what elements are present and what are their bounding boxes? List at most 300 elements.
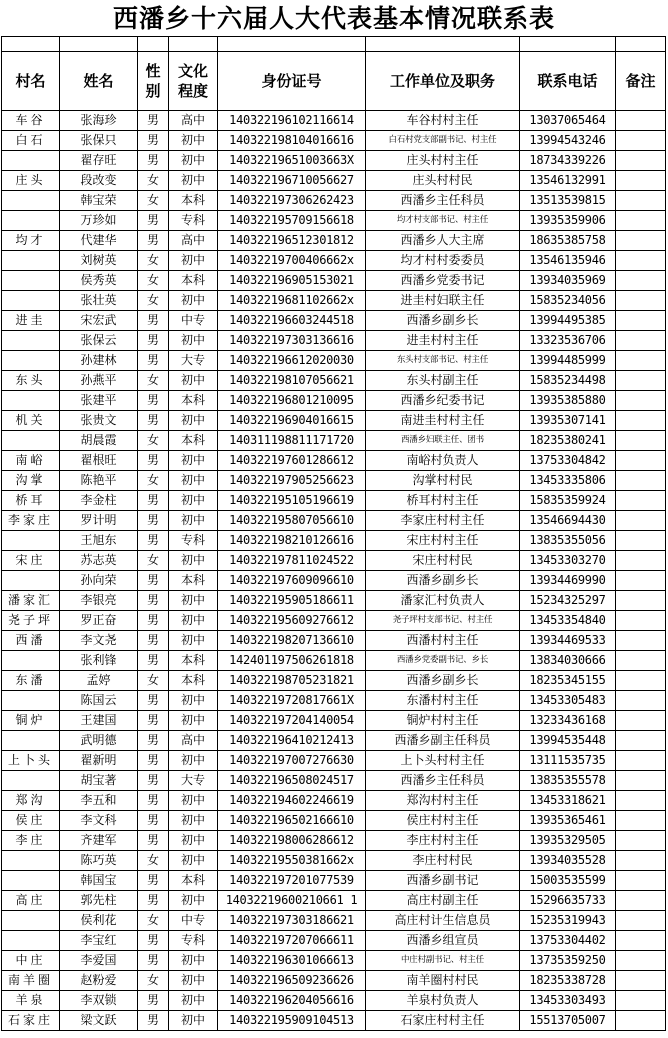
name-cell: 韩宝荣 — [60, 191, 138, 211]
table-row — [2, 771, 666, 791]
phone-cell: 18635385758 — [520, 231, 616, 251]
note-cell — [616, 431, 666, 451]
phone-cell: 18235345155 — [520, 671, 616, 691]
id-number-cell: 140322197905256623 — [218, 471, 366, 491]
village-cell: 南羊圈 — [2, 971, 60, 991]
id-number-cell: 140322196508024517 — [218, 771, 366, 791]
name-cell: 张建平 — [60, 391, 138, 411]
education-cell: 本科 — [169, 671, 218, 691]
id-number-cell: 140322196102116614 — [218, 111, 366, 131]
id-number-cell: 140322197204140054 — [218, 711, 366, 731]
note-cell — [616, 211, 666, 231]
unit-position-cell: 西潘乡副主任科员 — [366, 731, 520, 751]
name-cell: 段改变 — [60, 171, 138, 191]
name-cell: 罗计明 — [60, 511, 138, 531]
table-row — [2, 731, 666, 751]
name-cell: 宋宏武 — [60, 311, 138, 331]
name-cell: 陈艳平 — [60, 471, 138, 491]
id-number-cell: 140322197201077539 — [218, 871, 366, 891]
gender-cell: 男 — [138, 511, 169, 531]
education-cell: 大专 — [169, 351, 218, 371]
village-cell — [2, 731, 60, 751]
phone-cell: 15835359924 — [520, 491, 616, 511]
table-row — [2, 191, 666, 211]
table-row — [2, 391, 666, 411]
village-cell: 中庄 — [2, 951, 60, 971]
village-cell — [2, 211, 60, 231]
header-row — [2, 52, 666, 111]
education-cell: 初中 — [169, 551, 218, 571]
phone-cell: 13753304402 — [520, 931, 616, 951]
gender-cell: 男 — [138, 831, 169, 851]
village-cell: 李庄 — [2, 831, 60, 851]
name-cell: 郭先柱 — [60, 891, 138, 911]
unit-position-cell: 西潘乡组宣员 — [366, 931, 520, 951]
table-row — [2, 851, 666, 871]
phone-cell: 13753304842 — [520, 451, 616, 471]
table-row — [2, 271, 666, 291]
name-cell: 翟存旺 — [60, 151, 138, 171]
table-row — [2, 471, 666, 491]
unit-position-cell: 西潘乡副书记 — [366, 871, 520, 891]
name-cell: 万珍如 — [60, 211, 138, 231]
table-row — [2, 251, 666, 271]
unit-position-cell: 西潘乡党委副书记、乡长 — [366, 651, 520, 671]
note-cell — [616, 131, 666, 151]
note-cell — [616, 911, 666, 931]
village-cell — [2, 691, 60, 711]
representatives-table — [1, 36, 666, 1031]
unit-position-cell: 南进圭村村主任 — [366, 411, 520, 431]
gender-cell: 男 — [138, 531, 169, 551]
note-cell — [616, 571, 666, 591]
unit-position-cell: 上卜头村村主任 — [366, 751, 520, 771]
village-cell — [2, 431, 60, 451]
education-cell: 大专 — [169, 771, 218, 791]
unit-position-cell: 南峪村负责人 — [366, 451, 520, 471]
name-cell: 张壮英 — [60, 291, 138, 311]
page-title: 西潘乡十六届人大代表基本情况联系表 — [112, 4, 555, 33]
unit-position-cell: 车谷村村主任 — [366, 111, 520, 131]
phone-cell: 13546135946 — [520, 251, 616, 271]
phone-cell: 15296635733 — [520, 891, 616, 911]
table-row — [2, 631, 666, 651]
note-cell — [616, 171, 666, 191]
education-cell: 本科 — [169, 271, 218, 291]
table-row — [2, 911, 666, 931]
unit-position-cell: 潘家汇村负责人 — [366, 591, 520, 611]
education-cell: 初中 — [169, 291, 218, 311]
gender-cell: 男 — [138, 231, 169, 251]
gender-cell: 男 — [138, 451, 169, 471]
village-cell — [2, 931, 60, 951]
phone-cell: 13994535448 — [520, 731, 616, 751]
gender-cell: 男 — [138, 591, 169, 611]
id-number-cell: 140322196603244518 — [218, 311, 366, 331]
gender-cell: 男 — [138, 491, 169, 511]
village-cell — [2, 271, 60, 291]
unit-position-cell: 铜炉村村主任 — [366, 711, 520, 731]
village-cell — [2, 651, 60, 671]
unit-position-cell: 高庄村计生信息员 — [366, 911, 520, 931]
phone-cell: 15835234056 — [520, 291, 616, 311]
table-row — [2, 131, 666, 151]
table-row — [2, 711, 666, 731]
education-cell: 初中 — [169, 751, 218, 771]
phone-cell: 13453303493 — [520, 991, 616, 1011]
education-cell: 初中 — [169, 331, 218, 351]
phone-cell: 18235380241 — [520, 431, 616, 451]
note-cell — [616, 551, 666, 571]
phone-cell: 13453335806 — [520, 471, 616, 491]
note-cell — [616, 531, 666, 551]
gender-cell: 男 — [138, 331, 169, 351]
unit-position-cell: 均才村支部书记、村主任 — [366, 211, 520, 231]
header-village: 村名 — [2, 52, 60, 111]
education-cell: 初中 — [169, 131, 218, 151]
id-number-cell: 140322198705231821 — [218, 671, 366, 691]
id-number-cell: 140322196612020030 — [218, 351, 366, 371]
id-number-cell: 140311198811171720 — [218, 431, 366, 451]
note-cell — [616, 351, 666, 371]
id-number-cell: 140322194602246619 — [218, 791, 366, 811]
village-cell — [2, 851, 60, 871]
note-cell — [616, 711, 666, 731]
unit-position-cell: 侯庄村村主任 — [366, 811, 520, 831]
table-row — [2, 431, 666, 451]
header-phone: 联系电话 — [520, 52, 616, 111]
id-number-cell: 140322196301066613 — [218, 951, 366, 971]
unit-position-cell: 东头村支部书记、村主任 — [366, 351, 520, 371]
village-cell: 郑沟 — [2, 791, 60, 811]
header-id: 身份证号 — [218, 52, 366, 111]
education-cell: 专科 — [169, 531, 218, 551]
village-cell: 桥耳 — [2, 491, 60, 511]
education-cell: 初中 — [169, 1011, 218, 1031]
table-row — [2, 491, 666, 511]
note-cell — [616, 671, 666, 691]
id-number-cell: 140322197303136616 — [218, 331, 366, 351]
unit-position-cell: 东头村副主任 — [366, 371, 520, 391]
unit-position-cell: 西潘乡副乡长 — [366, 571, 520, 591]
education-cell: 初中 — [169, 471, 218, 491]
note-cell — [616, 931, 666, 951]
education-cell: 初中 — [169, 971, 218, 991]
phone-cell: 13935307141 — [520, 411, 616, 431]
gender-cell: 女 — [138, 551, 169, 571]
name-cell: 李文科 — [60, 811, 138, 831]
name-cell: 孙向荣 — [60, 571, 138, 591]
id-number-cell: 140322197007276630 — [218, 751, 366, 771]
id-number-cell: 140322196502166610 — [218, 811, 366, 831]
education-cell: 中专 — [169, 911, 218, 931]
village-cell: 上卜头 — [2, 751, 60, 771]
village-cell: 进圭 — [2, 311, 60, 331]
unit-position-cell: 西潘乡主任科员 — [366, 771, 520, 791]
table-row — [2, 451, 666, 471]
gender-cell: 男 — [138, 691, 169, 711]
id-number-cell: 140322196904016615 — [218, 411, 366, 431]
name-cell: 赵粉爱 — [60, 971, 138, 991]
table-row — [2, 211, 666, 231]
note-cell — [616, 491, 666, 511]
id-number-cell: 140322196410212413 — [218, 731, 366, 751]
phone-cell: 15513705007 — [520, 1011, 616, 1031]
gender-cell: 男 — [138, 311, 169, 331]
table-row — [2, 991, 666, 1011]
unit-position-cell: 李庄村村主任 — [366, 831, 520, 851]
unit-position-cell: 南羊圈村村民 — [366, 971, 520, 991]
gender-cell: 男 — [138, 211, 169, 231]
note-cell — [616, 651, 666, 671]
note-cell — [616, 371, 666, 391]
name-cell: 李五和 — [60, 791, 138, 811]
education-cell: 高中 — [169, 111, 218, 131]
id-number-cell: 140322198207136610 — [218, 631, 366, 651]
note-cell — [616, 311, 666, 331]
unit-position-cell: 西潘乡妇联主任、团书 — [366, 431, 520, 451]
header-name: 姓名 — [60, 52, 138, 111]
phone-cell: 13546694430 — [520, 511, 616, 531]
phone-cell: 13735359250 — [520, 951, 616, 971]
village-cell: 机关 — [2, 411, 60, 431]
gender-cell: 男 — [138, 871, 169, 891]
note-cell — [616, 511, 666, 531]
name-cell: 梁文跃 — [60, 1011, 138, 1031]
name-cell: 孟婷 — [60, 671, 138, 691]
phone-cell: 13513539815 — [520, 191, 616, 211]
village-cell: 石家庄 — [2, 1011, 60, 1031]
note-cell — [616, 691, 666, 711]
village-cell: 羊泉 — [2, 991, 60, 1011]
id-number-cell: 140322195905186611 — [218, 591, 366, 611]
education-cell: 中专 — [169, 311, 218, 331]
id-number-cell: 14032219651003663X — [218, 151, 366, 171]
unit-position-cell: 中庄村副书记、村主任 — [366, 951, 520, 971]
unit-position-cell: 进圭村妇联主任 — [366, 291, 520, 311]
village-cell: 均才 — [2, 231, 60, 251]
phone-cell: 13835355056 — [520, 531, 616, 551]
education-cell: 初中 — [169, 891, 218, 911]
table-row — [2, 311, 666, 331]
name-cell: 齐建军 — [60, 831, 138, 851]
id-number-cell: 140322196204056616 — [218, 991, 366, 1011]
id-number-cell: 140322195807056610 — [218, 511, 366, 531]
id-number-cell: 14032219720817661X — [218, 691, 366, 711]
education-cell: 初中 — [169, 171, 218, 191]
phone-cell: 13934035528 — [520, 851, 616, 871]
education-cell: 初中 — [169, 711, 218, 731]
gender-cell: 男 — [138, 1011, 169, 1031]
phone-cell: 15234325297 — [520, 591, 616, 611]
table-row — [2, 931, 666, 951]
education-cell: 初中 — [169, 691, 218, 711]
id-number-cell: 140322196509236626 — [218, 971, 366, 991]
table-row — [2, 791, 666, 811]
phone-cell: 13453354840 — [520, 611, 616, 631]
note-cell — [616, 1011, 666, 1031]
phone-cell: 18734339226 — [520, 151, 616, 171]
note-cell — [616, 971, 666, 991]
note-cell — [616, 951, 666, 971]
village-cell: 潘家汇 — [2, 591, 60, 611]
gender-cell: 女 — [138, 291, 169, 311]
education-cell: 本科 — [169, 191, 218, 211]
phone-cell: 13233436168 — [520, 711, 616, 731]
gender-cell: 男 — [138, 791, 169, 811]
unit-position-cell: 均才村村委委员 — [366, 251, 520, 271]
note-cell — [616, 791, 666, 811]
note-cell — [616, 771, 666, 791]
phone-cell: 13037065464 — [520, 111, 616, 131]
name-cell: 陈国云 — [60, 691, 138, 711]
table-row — [2, 571, 666, 591]
village-cell: 高庄 — [2, 891, 60, 911]
table-row — [2, 231, 666, 251]
id-number-cell: 140322195105196619 — [218, 491, 366, 511]
village-cell: 东潘 — [2, 671, 60, 691]
table-row — [2, 1011, 666, 1031]
village-cell — [2, 531, 60, 551]
gender-cell: 女 — [138, 171, 169, 191]
table-row — [2, 171, 666, 191]
gender-cell: 男 — [138, 571, 169, 591]
education-cell: 初中 — [169, 491, 218, 511]
village-cell — [2, 191, 60, 211]
phone-cell: 13111535735 — [520, 751, 616, 771]
spacer-row — [2, 37, 666, 52]
table-row — [2, 531, 666, 551]
id-number-cell: 142401197506261818 — [218, 651, 366, 671]
village-cell — [2, 291, 60, 311]
name-cell: 李爱国 — [60, 951, 138, 971]
education-cell: 本科 — [169, 431, 218, 451]
note-cell — [616, 611, 666, 631]
gender-cell: 女 — [138, 251, 169, 271]
note-cell — [616, 471, 666, 491]
village-cell — [2, 391, 60, 411]
gender-cell: 男 — [138, 391, 169, 411]
unit-position-cell: 郑沟村村主任 — [366, 791, 520, 811]
note-cell — [616, 151, 666, 171]
table-row — [2, 671, 666, 691]
phone-cell: 15235319943 — [520, 911, 616, 931]
education-cell: 专科 — [169, 931, 218, 951]
gender-cell: 男 — [138, 111, 169, 131]
note-cell — [616, 191, 666, 211]
table-row — [2, 511, 666, 531]
name-cell: 张保只 — [60, 131, 138, 151]
phone-cell: 13453305483 — [520, 691, 616, 711]
note-cell — [616, 751, 666, 771]
education-cell: 初中 — [169, 611, 218, 631]
table-row — [2, 551, 666, 571]
note-cell — [616, 271, 666, 291]
education-cell: 高中 — [169, 231, 218, 251]
note-cell — [616, 591, 666, 611]
village-cell: 西潘 — [2, 631, 60, 651]
gender-cell: 女 — [138, 191, 169, 211]
table-row — [2, 751, 666, 771]
table-row — [2, 971, 666, 991]
name-cell: 李银亮 — [60, 591, 138, 611]
table-row — [2, 831, 666, 851]
gender-cell: 男 — [138, 811, 169, 831]
table-row — [2, 151, 666, 171]
gender-cell: 男 — [138, 991, 169, 1011]
unit-position-cell: 西潘乡人大主席 — [366, 231, 520, 251]
phone-cell: 13935359906 — [520, 211, 616, 231]
name-cell: 张贵文 — [60, 411, 138, 431]
gender-cell: 女 — [138, 911, 169, 931]
name-cell: 李金柱 — [60, 491, 138, 511]
village-cell: 庄头 — [2, 171, 60, 191]
name-cell: 苏志英 — [60, 551, 138, 571]
name-cell: 罗正奋 — [60, 611, 138, 631]
education-cell: 本科 — [169, 651, 218, 671]
village-cell — [2, 871, 60, 891]
note-cell — [616, 891, 666, 911]
education-cell: 初中 — [169, 851, 218, 871]
unit-position-cell: 沟掌村村民 — [366, 471, 520, 491]
table-row — [2, 651, 666, 671]
note-cell — [616, 291, 666, 311]
name-cell: 王旭东 — [60, 531, 138, 551]
gender-cell: 女 — [138, 431, 169, 451]
note-cell — [616, 111, 666, 131]
name-cell: 代建华 — [60, 231, 138, 251]
table-row — [2, 291, 666, 311]
gender-cell: 男 — [138, 751, 169, 771]
village-cell: 车谷 — [2, 111, 60, 131]
phone-cell: 13935385880 — [520, 391, 616, 411]
education-cell: 初中 — [169, 631, 218, 651]
unit-position-cell: 西潘村村主任 — [366, 631, 520, 651]
education-cell: 本科 — [169, 571, 218, 591]
note-cell — [616, 851, 666, 871]
unit-position-cell: 羊泉村负责人 — [366, 991, 520, 1011]
name-cell: 翟根旺 — [60, 451, 138, 471]
gender-cell: 男 — [138, 651, 169, 671]
table-row — [2, 811, 666, 831]
phone-cell: 15003535599 — [520, 871, 616, 891]
unit-position-cell: 西潘乡党委书记 — [366, 271, 520, 291]
table-row — [2, 871, 666, 891]
id-number-cell: 140322198006286612 — [218, 831, 366, 851]
unit-position-cell: 西潘乡副乡长 — [366, 311, 520, 331]
id-number-cell: 140322195909104513 — [218, 1011, 366, 1031]
gender-cell: 男 — [138, 351, 169, 371]
id-number-cell: 14032219550381662x — [218, 851, 366, 871]
phone-cell: 13935329505 — [520, 831, 616, 851]
table-row — [2, 371, 666, 391]
note-cell — [616, 731, 666, 751]
note-cell — [616, 631, 666, 651]
note-cell — [616, 831, 666, 851]
phone-cell: 13934469990 — [520, 571, 616, 591]
gender-cell: 男 — [138, 891, 169, 911]
gender-cell: 男 — [138, 951, 169, 971]
id-number-cell: 140322198107056621 — [218, 371, 366, 391]
note-cell — [616, 411, 666, 431]
gender-cell: 男 — [138, 411, 169, 431]
unit-position-cell: 西潘乡纪委书记 — [366, 391, 520, 411]
education-cell: 初中 — [169, 991, 218, 1011]
phone-cell: 13935365461 — [520, 811, 616, 831]
unit-position-cell: 桥耳村村主任 — [366, 491, 520, 511]
note-cell — [616, 871, 666, 891]
village-cell: 南峪 — [2, 451, 60, 471]
